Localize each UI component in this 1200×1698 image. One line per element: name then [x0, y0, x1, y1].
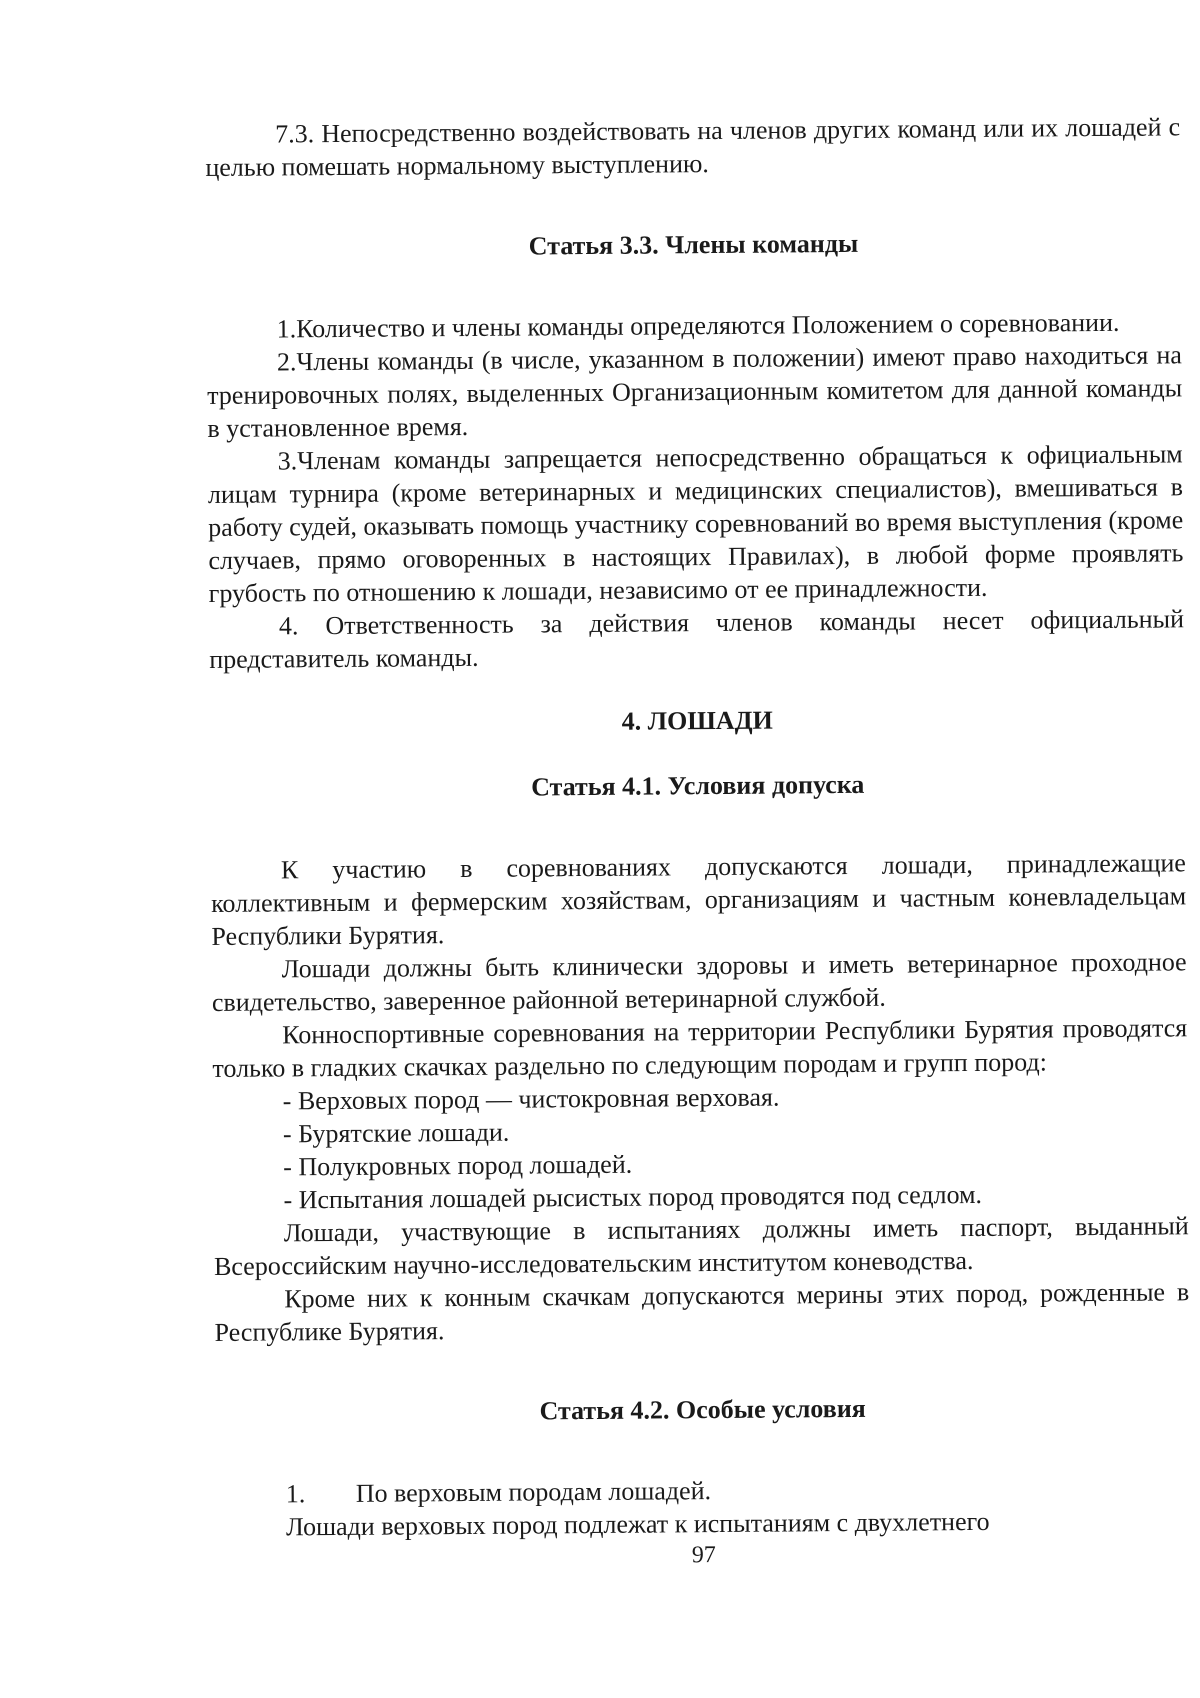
list-item-1: - Верховых пород — чистокровная верховая. — [282, 1082, 780, 1116]
paragraph-4-1-4: Лошади, участвующие в испытаниях должны иметь паспорт, выданный Всероссийским научно-исследовательским институтом коневодства. — [213, 1211, 1189, 1281]
document-page — [205, 110, 1191, 1574]
paragraph-4-1-3: Конноспортивные соревнования на территории Республики Бурятия проводятся только в гладких скачках раздельно по следующим породам и групп пород: — [212, 1013, 1188, 1083]
list-item-2: - Бурятские лошади. — [282, 1117, 510, 1149]
list-item-4: - Испытания лошадей рысистых пород проводятся под седлом. — [283, 1179, 983, 1215]
heading-article-3-3: Статья 3.3. Члены команды — [528, 228, 859, 261]
heading-article-4-2: Статья 4.2. Особые условия — [539, 1393, 866, 1426]
numbered-item-text: По верховым породам лошадей. — [355, 1476, 712, 1508]
page-number: 97 — [691, 1542, 716, 1569]
paragraph-3-3-1: 1.Количество и члены команды определяются Положением о соревновании. — [276, 307, 1120, 344]
list-item-3: - Полукровных пород лошадей. — [283, 1149, 633, 1182]
heading-article-4-1: Статья 4.1. Условия допуска — [531, 769, 865, 802]
heading-section-4: 4. ЛОШАДИ — [621, 705, 773, 736]
paragraph-4-2-1: Лошади верховых пород подлежат к испытаниям с двухлетнего — [285, 1506, 990, 1542]
paragraph-3-3-4: 4. Ответственность за действия членов команды несет официальный представитель команды. — [209, 604, 1185, 674]
paragraph-7-3: 7.3. Непосредственно воздействовать на членов других команд или их лошадей с целью помешать нормальному выступлению. — [205, 112, 1181, 182]
numbered-item-number: 1. — [285, 1479, 306, 1509]
paragraph-4-1-1: К участию в соревнованиях допускаются лошади, принадлежащие коллективным и фермерским хозяйствам, организациям и частным коневладельцам Республики Бурятия. — [211, 848, 1187, 951]
paragraph-3-3-2: 2.Члены команды (в числе, указанном в положении) имеют право находиться на тренировочных полях, выделенных Организационным комитетом для данной команды в установленное время. — [207, 340, 1183, 443]
paragraph-3-3-3: 3.Членам команды запрещается непосредственно обращаться к официальным лицам турнира (кроме ветеринарных и медицинских специалистов), вмешиваться в работу судей, оказывать помощь участнику соревнований во время выступления (кроме случаев, прямо оговоренных в настоящих Правилах), в любой форме проявлять грубость по отношению к лошади, независимо от ее принадлежности. — [207, 439, 1184, 608]
paragraph-4-1-5: Кроме них к конным скачкам допускаются мерины этих пород, рожденные в Республике Бурятия. — [214, 1277, 1190, 1347]
paragraph-4-1-2: Лошади должны быть клинически здоровы и иметь ветеринарное проходное свидетельство, заверенное районной ветеринарной службой. — [211, 947, 1187, 1017]
